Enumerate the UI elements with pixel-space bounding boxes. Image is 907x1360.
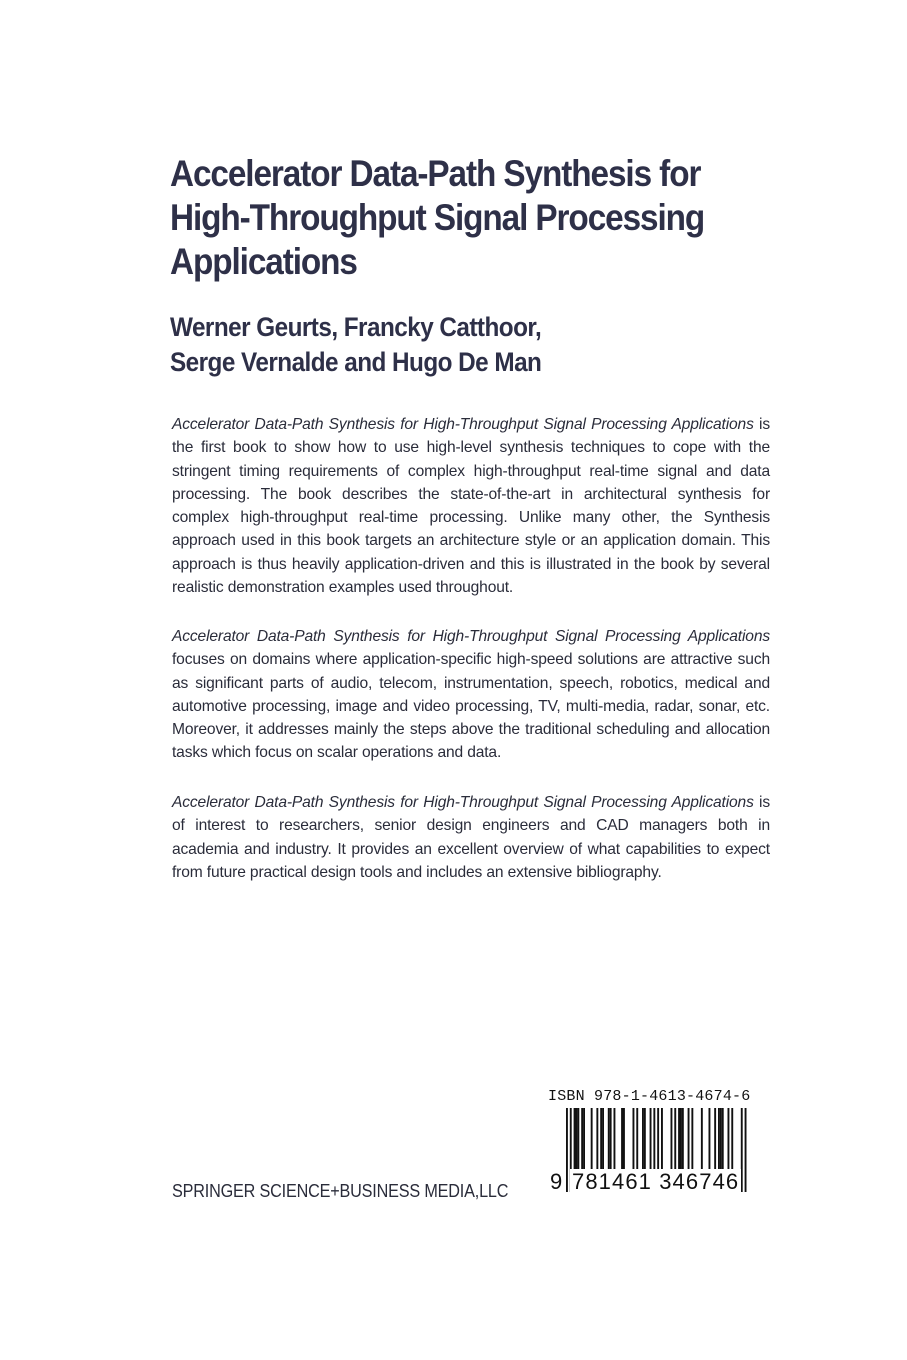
paragraph-1-text: is the first book to show how to use high-level synthesis techniques to cope with the stringent timing requirements of complex high-throughput real-time signal and data processing. The book describes the state-of-the-art in architectural synthesis for complex high-throughput real-time processing. Unlike many other, the Synthesis approach used in this book targets an architecture style or an application domain. This approach is thus heavily application-driven and this is illustrated in the book by several realistic demonstration examples used throughout. [172, 416, 770, 597]
paragraph-2-book-title: Accelerator Data-Path Synthesis for High-Throughput Signal Processing Applications [172, 628, 770, 645]
author-line-2: Serge Vernalde and Hugo De Man [170, 347, 542, 377]
author-list [170, 310, 674, 380]
barcode-bar [566, 1108, 568, 1192]
author-line-1: Werner Geurts, Francky Catthoor, [170, 312, 542, 342]
paragraph-2-text: focuses on domains where application-specific high-speed solutions are attractive such as significant parts of audio, telecom, instrumentation, speech, robotics, medical and automotive processing, image and video processing, TV, multi-media, radar, sonar, etc. Moreover, it addresses mainly the steps above the traditional scheduling and allocation tasks which focus on scalar operations and data. [172, 651, 770, 762]
title-line-2: High-Throughput Signal Processing [170, 197, 705, 238]
barcode-first-digit: 9 [550, 1169, 564, 1194]
publisher-name: SPRINGER SCIENCE+BUSINESS MEDIA,LLC [172, 1181, 509, 1201]
title-line-1: Accelerator Data-Path Synthesis for [170, 153, 701, 194]
description-paragraph-1 [172, 413, 770, 599]
paragraph-1-book-title: Accelerator Data-Path Synthesis for High-Throughput Signal Processing Applications [172, 416, 754, 433]
barcode-bar [745, 1108, 747, 1192]
isbn-barcode [546, 1088, 776, 1212]
description-paragraph-3 [172, 791, 770, 884]
title-line-3: Applications [170, 241, 357, 282]
description-paragraph-2 [172, 625, 770, 765]
barcode-digit-groups: 781461 346746 [572, 1169, 740, 1194]
book-title [170, 152, 746, 284]
paragraph-3-text: is of interest to researchers, senior design engineers and CAD managers both in academia and industry. It provides an excellent overview of what capabilities to expect from future practical design tools and includes an extensive bibliography. [172, 794, 770, 881]
isbn-label: ISBN 978-1-4613-4674-6 [548, 1088, 751, 1105]
paragraph-3-book-title: Accelerator Data-Path Synthesis for High-Throughput Signal Processing Applications [172, 794, 754, 811]
